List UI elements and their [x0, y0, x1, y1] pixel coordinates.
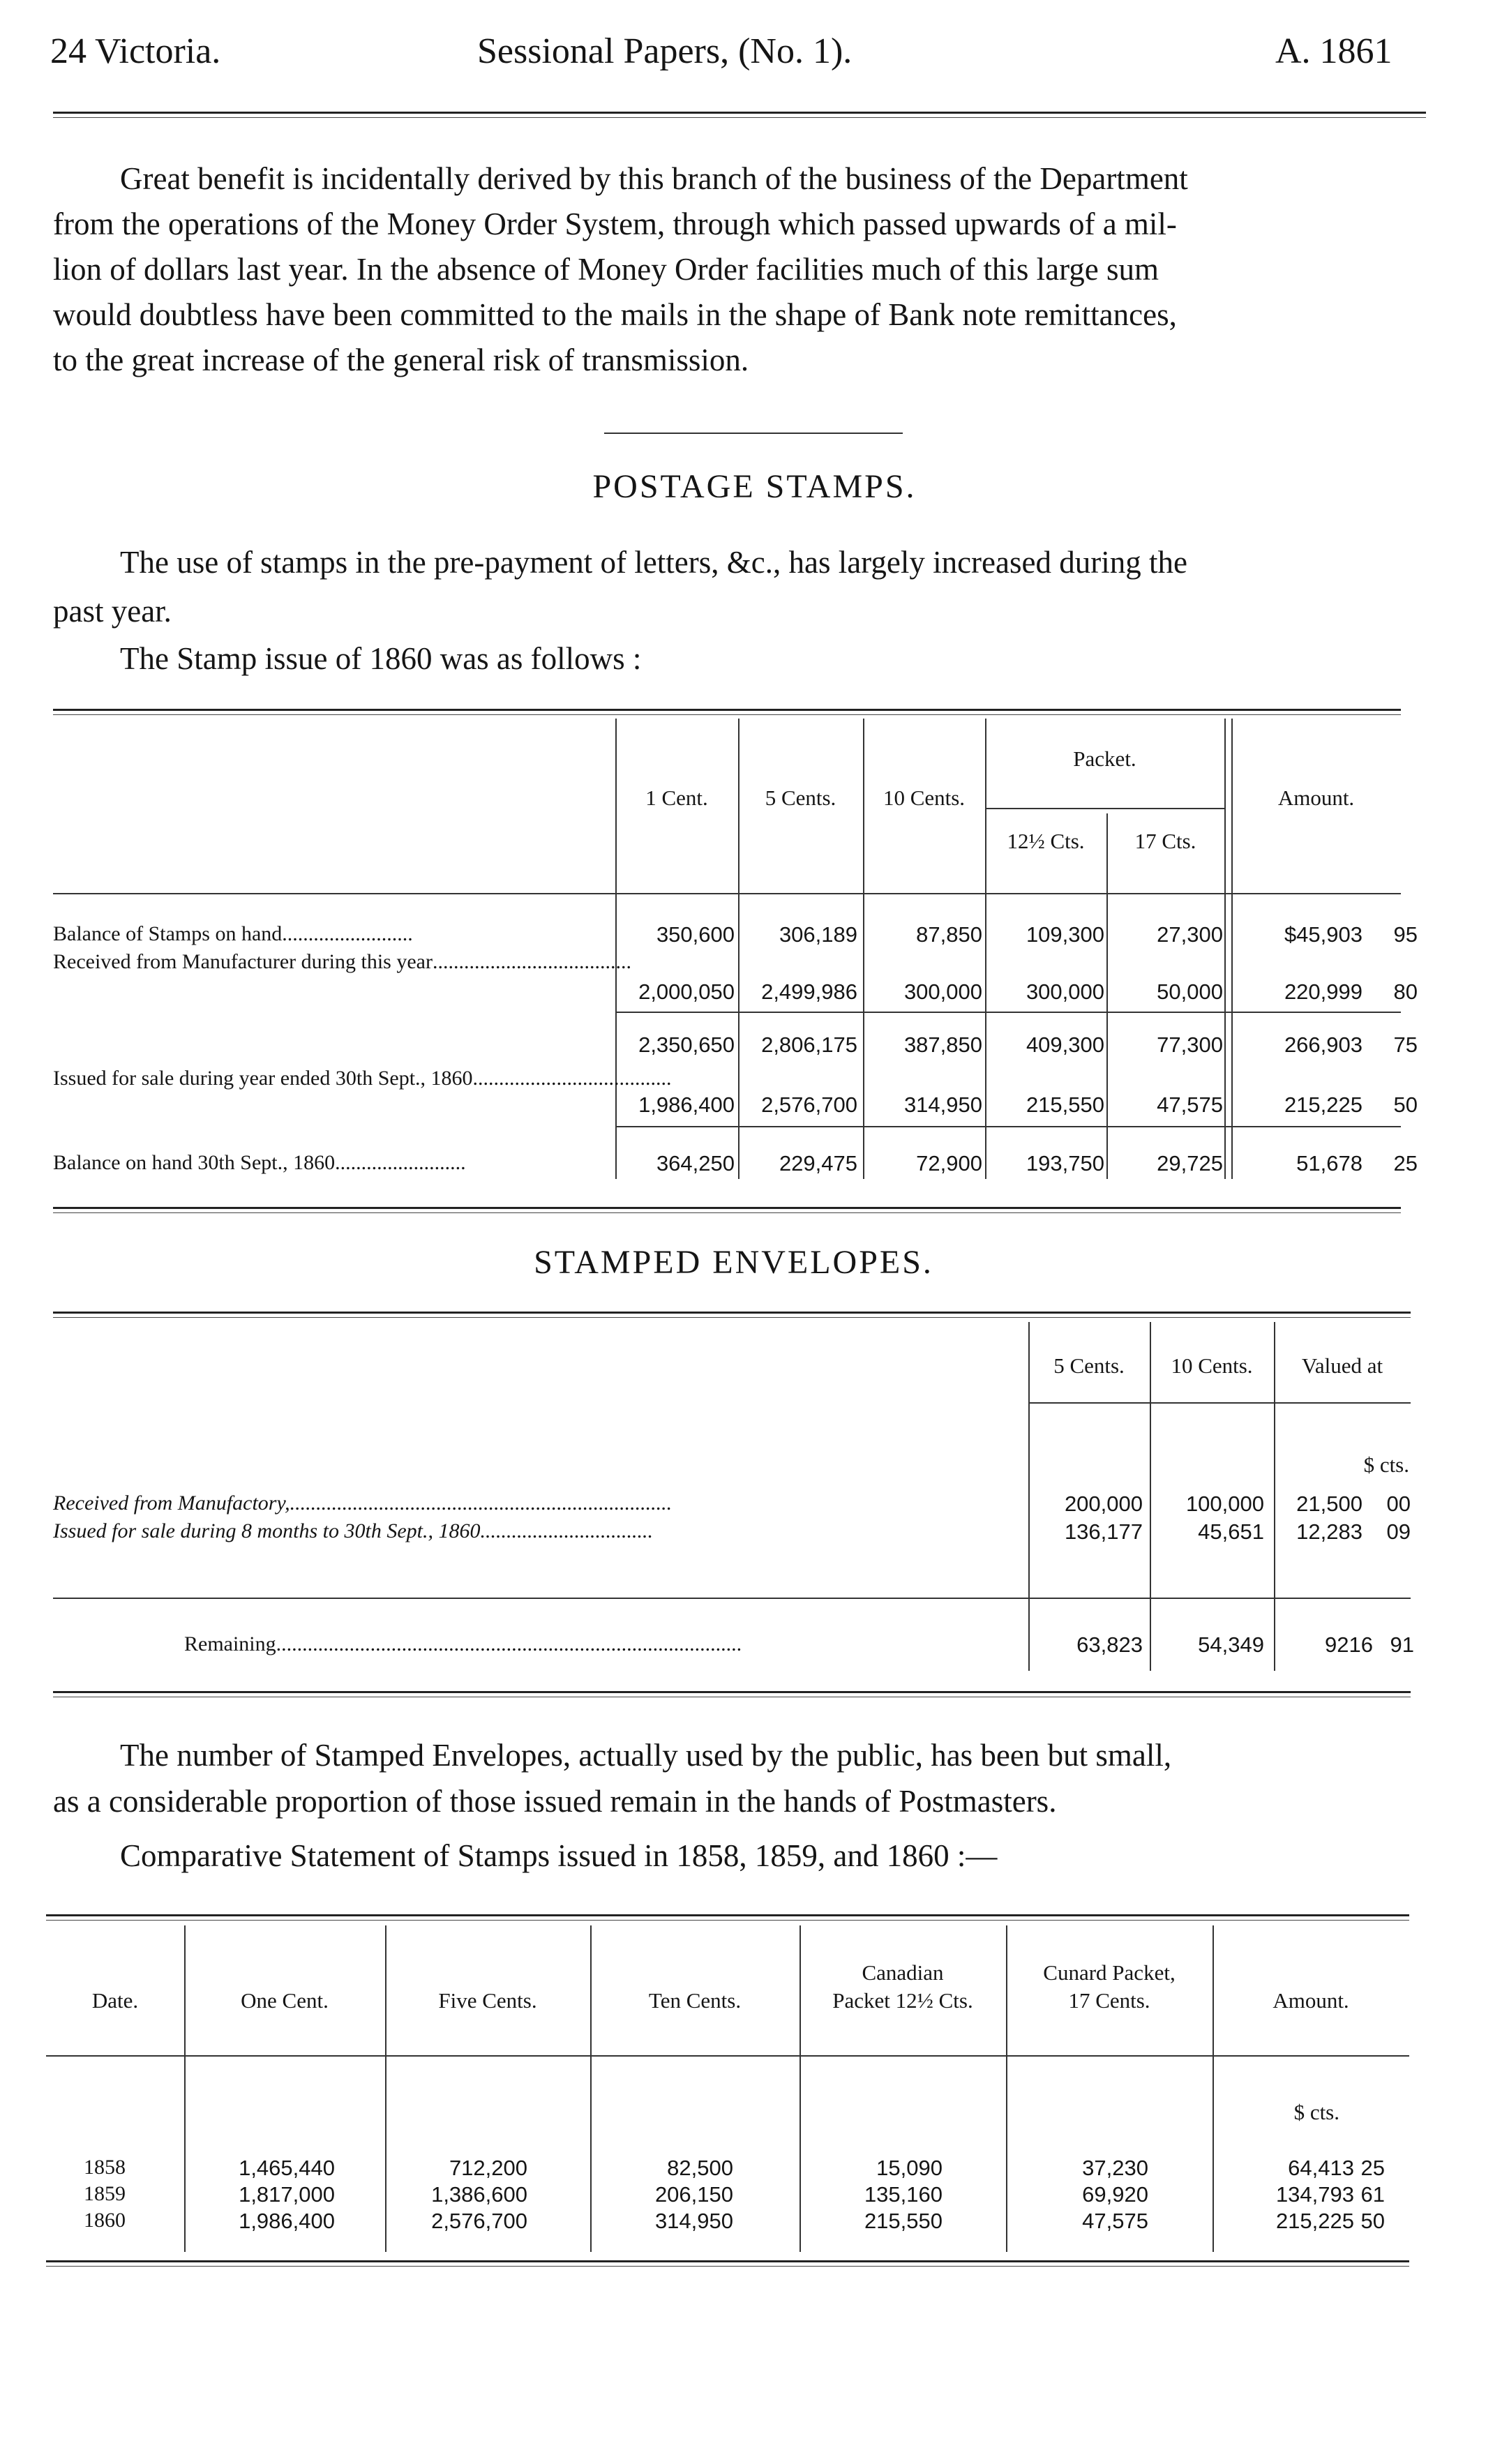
row-date: 1858	[84, 2156, 126, 2179]
cell-10-cents: 87,850	[916, 922, 982, 947]
cell-amount-cents: 09	[1386, 1519, 1411, 1544]
cell-cunard: 37,230	[1082, 2156, 1148, 2180]
cell-10-cents: 72,900	[916, 1151, 982, 1175]
cell-amount-dollars: 266,903	[1284, 1032, 1362, 1057]
cell-five-cents: 712,200	[449, 2156, 527, 2180]
cell-packet-12: 193,750	[1026, 1151, 1104, 1175]
col-10-cents: 10 Cents.	[883, 786, 966, 810]
cell-packet-17: 27,300	[1157, 922, 1223, 947]
cell-amount-cents: 80	[1393, 979, 1418, 1004]
cell-packet-17: 77,300	[1157, 1032, 1223, 1057]
row-date: 1860	[84, 2209, 126, 2232]
cell-packet-12: 215,550	[1026, 1092, 1104, 1117]
envelope-table-top-rule	[53, 1312, 1411, 1318]
cell-5-cents: 63,823	[1076, 1632, 1143, 1657]
col-canadian-packet: Canadian	[862, 1960, 944, 1985]
row-label: Received from Manufacturer during this year ......................................	[53, 950, 631, 973]
row-label: Issued for sale during 8 months to 30th Sept., 1860 .................................	[53, 1519, 653, 1542]
cell-amount-cents: 00	[1386, 1492, 1411, 1516]
cell-5-cents: 2,576,700	[761, 1092, 857, 1117]
col-packet-12: 12½ Cts.	[1007, 829, 1085, 853]
col-5-cents: 5 Cents.	[765, 786, 836, 810]
cell-amount-cents: 95	[1393, 922, 1418, 947]
col-cunard-packet: 17 Cents.	[1068, 1988, 1150, 2013]
cell-amount-cents: 25	[1360, 2156, 1385, 2180]
cell-10-cents: 300,000	[903, 979, 982, 1004]
cell-amount-dollars: 64,413	[1288, 2156, 1354, 2180]
comparative-table-top-rule	[46, 1914, 1409, 1921]
row-label: Received from Manufactory, .........................................................................	[53, 1492, 673, 1515]
cell-amount-dollars: 134,793	[1275, 2182, 1354, 2207]
col-1-cent: 1 Cent.	[645, 786, 708, 810]
comparative-header-rule	[46, 2055, 1409, 2057]
col-date: Date.	[91, 1988, 139, 2013]
cell-cunard: 69,920	[1082, 2182, 1148, 2207]
col-ten-cents: Ten Cents.	[648, 1988, 742, 2013]
cell-amount-dollars: 9216	[1325, 1632, 1373, 1657]
cell-1-cent: 364,250	[656, 1151, 735, 1175]
col-cunard-packet: Cunard Packet,	[1043, 1960, 1176, 1985]
cell-packet-17: 50,000	[1157, 979, 1223, 1004]
packet-subrule	[985, 808, 1224, 809]
envelope-header-rule	[1028, 1402, 1411, 1404]
cell-5-cents: 136,177	[1064, 1519, 1143, 1544]
cell-cunard: 47,575	[1082, 2209, 1148, 2233]
cell-amount-cents: 75	[1393, 1032, 1418, 1057]
cell-10-cents: 54,349	[1198, 1632, 1264, 1657]
intro-paragraph	[53, 156, 1427, 383]
postage-para-line: The use of stamps in the pre-payment of letters, &c., has largely increased during the	[120, 545, 1187, 580]
cell-ten-cents: 206,150	[654, 2182, 733, 2207]
cell-packet-17: 47,575	[1157, 1092, 1223, 1117]
cell-five-cents: 1,386,600	[431, 2182, 527, 2207]
cell-canadian: 135,160	[864, 2182, 943, 2207]
intro-line: Great benefit is incidentally derived by this branch of the business of the Department	[120, 161, 1188, 196]
cell-packet-12: 300,000	[1026, 979, 1104, 1004]
section-divider	[604, 433, 903, 434]
row-label: Issued for sale during year ended 30th Sept., 1860 ......................................	[53, 1067, 672, 1090]
cell-canadian: 15,090	[876, 2156, 943, 2180]
cell-1-cent: 2,350,650	[638, 1032, 735, 1057]
col-packet: Packet.	[1073, 746, 1136, 771]
comparative-intro: Comparative Statement of Stamps issued in 1858, 1859, and 1860 :—	[120, 1838, 998, 1873]
envelope-table-bottom-rule	[53, 1691, 1411, 1697]
table-col-rule	[985, 719, 986, 1179]
cell-canadian: 215,550	[864, 2209, 943, 2233]
cell-amount-cents: 50	[1393, 1092, 1418, 1117]
cell-5-cents: 229,475	[779, 1151, 857, 1175]
postage-para-line: past year.	[53, 594, 172, 629]
cell-ten-cents: 314,950	[654, 2209, 733, 2233]
intro-line: would doubtless have been committed to the mails in the shape of Bank note remittances,	[53, 297, 1177, 332]
table-col-rule	[184, 1925, 186, 2252]
cell-5-cents: 2,499,986	[761, 979, 857, 1004]
cell-5-cents: 200,000	[1064, 1492, 1143, 1516]
cell-1-cent: 2,000,050	[638, 979, 735, 1004]
cell-amount-dollars: $45,903	[1284, 922, 1362, 947]
cell-one-cent: 1,465,440	[239, 2156, 335, 2180]
cell-ten-cents: 82,500	[667, 2156, 733, 2180]
table-col-rule	[1224, 719, 1226, 1179]
col-amount: Amount.	[1277, 786, 1355, 810]
stamp-table-top-rule	[53, 709, 1401, 715]
stamp-header-bottom-rule	[53, 893, 1401, 894]
cell-5-cents: 306,189	[779, 922, 857, 947]
cell-amount-dollars: 215,225	[1275, 2209, 1354, 2233]
cell-amount-dollars: 21,500	[1296, 1492, 1362, 1516]
cell-amount-cents: 61	[1360, 2182, 1385, 2207]
cell-10-cents: 100,000	[1185, 1492, 1264, 1516]
cell-five-cents: 2,576,700	[431, 2209, 527, 2233]
col-5-cents: 5 Cents.	[1053, 1353, 1125, 1378]
cell-10-cents: 387,850	[903, 1032, 982, 1057]
envelope-para-line: as a considerable proportion of those issued remain in the hands of Postmasters.	[53, 1784, 1057, 1819]
cell-amount-dollars: 12,283	[1296, 1519, 1362, 1544]
cell-amount-cents: 50	[1360, 2209, 1385, 2233]
cell-5-cents: 2,806,175	[761, 1032, 857, 1057]
intro-line: lion of dollars last year. In the absence of Money Order facilities much of this large sum	[53, 252, 1159, 287]
table-col-rule	[1213, 1925, 1214, 2252]
cell-one-cent: 1,817,000	[239, 2182, 335, 2207]
cell-1-cent: 350,600	[656, 922, 735, 947]
header-volume: 24 Victoria.	[50, 31, 221, 71]
col-packet-17: 17 Cts.	[1134, 829, 1196, 853]
cell-amount-cents: 91	[1390, 1632, 1414, 1657]
row-label: Balance on hand 30th Sept., 1860 .........................	[53, 1151, 466, 1174]
col-one-cent: One Cent.	[241, 1988, 329, 2013]
intro-line: from the operations of the Money Order System, through which passed upwards of a mil-	[53, 206, 1177, 241]
col-canadian-packet: Packet 12½ Cts.	[832, 1988, 973, 2013]
cell-amount-dollars: 220,999	[1284, 979, 1362, 1004]
row-date: 1859	[84, 2182, 126, 2205]
cell-one-cent: 1,986,400	[239, 2209, 335, 2233]
postage-para-intro: The Stamp issue of 1860 was as follows :	[120, 641, 642, 676]
subtotal-rule	[615, 1126, 1401, 1127]
cell-10-cents: 314,950	[903, 1092, 982, 1117]
units-label: $ cts.	[1363, 1452, 1409, 1477]
postage-heading: POSTAGE STAMPS.	[592, 468, 917, 505]
table-col-rule	[385, 1925, 386, 2252]
col-valued-at: Valued at	[1301, 1353, 1383, 1378]
subtotal-rule	[615, 1012, 1401, 1013]
cell-amount-dollars: 51,678	[1296, 1151, 1362, 1175]
cell-10-cents: 45,651	[1198, 1519, 1264, 1544]
col-amount: Amount.	[1272, 1988, 1349, 2013]
cell-1-cent: 1,986,400	[638, 1092, 735, 1117]
envelope-para-line: The number of Stamped Envelopes, actually used by the public, has been but small,	[120, 1738, 1172, 1773]
header-rule	[53, 112, 1426, 118]
envelopes-heading: STAMPED ENVELOPES.	[534, 1244, 933, 1281]
col-10-cents: 10 Cents.	[1171, 1353, 1253, 1378]
envelope-subtotal-rule	[53, 1598, 1411, 1599]
cell-packet-17: 29,725	[1157, 1151, 1223, 1175]
row-label: Balance of Stamps on hand .........................	[53, 922, 413, 945]
intro-line: to the great increase of the general risk of transmission.	[53, 343, 749, 377]
cell-amount-dollars: 215,225	[1284, 1092, 1362, 1117]
row-label: Remaining .........................................................................................	[184, 1632, 742, 1655]
table-col-rule	[1106, 813, 1108, 1179]
comparative-table-bottom-rule	[46, 2260, 1409, 2267]
cell-packet-12: 109,300	[1026, 922, 1104, 947]
header-session: A. 1861	[1275, 31, 1392, 71]
cell-packet-12: 409,300	[1026, 1032, 1104, 1057]
header-title: Sessional Papers, (No. 1).	[477, 31, 853, 71]
col-five-cents: Five Cents.	[438, 1988, 537, 2013]
table-col-rule	[590, 1925, 592, 2252]
stamp-table-bottom-rule	[53, 1207, 1401, 1213]
cell-amount-cents: 25	[1393, 1151, 1418, 1175]
units-label: $ cts.	[1293, 2100, 1339, 2124]
